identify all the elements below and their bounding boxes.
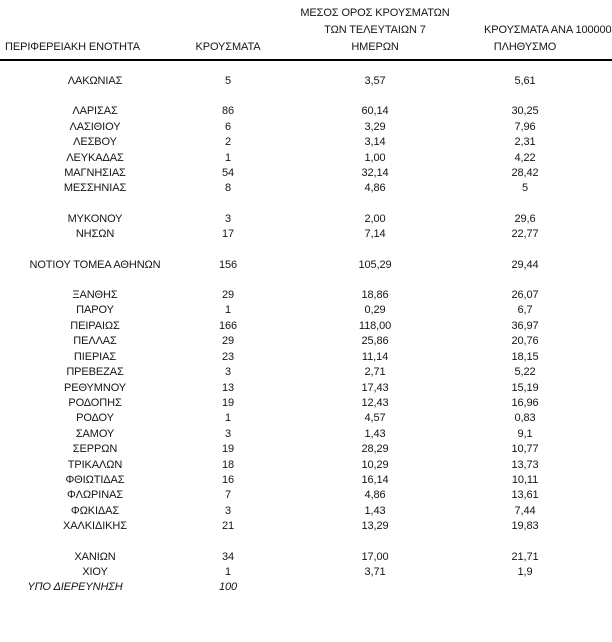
region-cell: ΦΩΚΙΔΑΣ xyxy=(70,504,120,517)
per100k-cell: 6,7 xyxy=(517,304,533,317)
per100k-cell: 0,83 xyxy=(514,412,536,425)
table-row xyxy=(0,212,612,227)
avg7-cell: 105,29 xyxy=(358,258,392,271)
col-header-avg7-line1: ΜΕΣΟΣ ΟΡΟΣ ΚΡΟΥΣΜΑΤΩΝ xyxy=(300,7,450,19)
region-cell: ΜΥΚΟΝΟΥ xyxy=(67,212,123,225)
region-cell: ΦΘΙΩΤΙΔΑΣ xyxy=(65,473,125,486)
avg7-cell: 16,14 xyxy=(361,473,389,486)
table-row xyxy=(0,550,612,565)
cases-cell: 5 xyxy=(224,75,232,87)
region-cell: ΥΠΟ ΔΙΕΡΕΥΝΗΣΗ xyxy=(27,581,123,594)
table-row xyxy=(0,319,612,334)
region-cell: ΜΑΓΝΗΣΙΑΣ xyxy=(64,167,126,180)
per100k-cell: 4,22 xyxy=(514,151,536,164)
table-row xyxy=(0,365,612,380)
per100k-cell: 18,15 xyxy=(511,350,539,363)
spacer-cell xyxy=(0,60,612,74)
table-row xyxy=(0,396,612,411)
avg7-cell: 3,29 xyxy=(364,120,386,133)
spacer-cell xyxy=(0,197,612,212)
table-row xyxy=(0,227,612,242)
avg7-cell: 13,29 xyxy=(361,520,389,533)
per100k-cell: 29,6 xyxy=(514,212,536,225)
per100k-cell xyxy=(484,580,612,595)
spacer-row xyxy=(0,89,612,104)
avg7-cell: 60,14 xyxy=(361,105,389,118)
avg7-cell: 18,86 xyxy=(361,289,389,302)
col-header-per-100000 xyxy=(484,0,612,60)
cases-cell: 54 xyxy=(221,167,235,180)
table-row xyxy=(0,580,612,595)
region-cell: ΛΑΡΙΣΑΣ xyxy=(72,105,118,118)
per100k-cell: 13,73 xyxy=(511,458,539,471)
region-cell: ΛΕΥΚΑΔΑΣ xyxy=(66,151,124,164)
region-cell: ΠΙΕΡΙΑΣ xyxy=(73,350,117,363)
cases-cell: 3 xyxy=(224,366,232,379)
cases-cell: 1 xyxy=(224,565,232,578)
cases-cell: 100 xyxy=(218,581,238,594)
table-row xyxy=(0,303,612,318)
table-row xyxy=(0,565,612,580)
cases-cell: 8 xyxy=(224,182,232,195)
table-row xyxy=(0,411,612,426)
region-cell: ΧΙΟΥ xyxy=(82,565,108,578)
avg7-cell: 1,00 xyxy=(364,151,386,164)
avg7-cell: 118,00 xyxy=(358,319,392,332)
cases-cell: 19 xyxy=(221,396,235,409)
spacer-cell xyxy=(0,273,612,288)
region-cell: ΛΑΣΙΘΙΟΥ xyxy=(69,120,121,133)
region-cell: ΡΕΘΥΜΝΟΥ xyxy=(63,381,127,394)
per100k-cell: 16,96 xyxy=(511,396,539,409)
region-cell: ΧΑΛΚΙΔΙΚΗΣ xyxy=(63,520,127,533)
avg7-cell: 3,71 xyxy=(364,565,386,578)
per100k-cell: 36,97 xyxy=(511,319,539,332)
avg7-cell: 3,14 xyxy=(364,136,386,149)
region-cell: ΝΟΤΙΟΥ ΤΟΜΕΑ ΑΘΗΝΩΝ xyxy=(29,258,161,271)
spacer-cell xyxy=(0,89,612,104)
table-row xyxy=(0,288,612,303)
avg7-cell: 28,29 xyxy=(361,443,389,456)
avg7-cell: 17,43 xyxy=(361,381,389,394)
region-cell: ΧΑΝΙΩΝ xyxy=(74,550,116,563)
avg7-cell xyxy=(266,580,484,595)
avg7-cell: 1,43 xyxy=(364,427,386,440)
avg7-cell: 4,86 xyxy=(364,182,386,195)
avg7-cell: 0,29 xyxy=(364,304,386,317)
avg7-cell: 4,57 xyxy=(364,412,386,425)
per100k-cell: 28,42 xyxy=(511,167,539,180)
region-cell: ΛΕΣΒΟΥ xyxy=(73,136,117,149)
per100k-cell: 15,19 xyxy=(511,381,539,394)
avg7-cell: 3,57 xyxy=(364,75,386,87)
cases-cell: 2 xyxy=(224,136,232,149)
avg7-cell: 2,71 xyxy=(364,366,386,379)
per100k-cell: 10,11 xyxy=(511,473,539,486)
cases-cell: 86 xyxy=(221,105,235,118)
cases-cell: 34 xyxy=(221,550,235,563)
avg7-cell: 32,14 xyxy=(361,167,389,180)
region-cell: ΤΡΙΚΑΛΩΝ xyxy=(67,458,123,471)
per100k-cell: 19,83 xyxy=(511,520,539,533)
region-cell: ΝΗΣΩΝ xyxy=(75,228,115,241)
region-cell: ΣΕΡΡΩΝ xyxy=(72,443,118,456)
col-header-avg7-line3: ΗΜΕΡΩΝ xyxy=(351,41,399,53)
table-row xyxy=(0,427,612,442)
avg7-cell: 2,00 xyxy=(364,212,386,225)
table-row xyxy=(0,74,612,89)
cases-cell: 6 xyxy=(224,120,232,133)
spacer-cell xyxy=(0,243,612,258)
table-row xyxy=(0,442,612,457)
per100k-cell: 5 xyxy=(521,182,529,195)
per100k-cell: 1,9 xyxy=(517,565,533,578)
table-row xyxy=(0,120,612,135)
per100k-cell: 5,61 xyxy=(514,75,536,87)
per100k-cell: 21,71 xyxy=(511,550,539,563)
region-cell: ΠΡΕΒΕΖΑΣ xyxy=(66,366,124,379)
col-header-regional-unit xyxy=(0,0,190,60)
cases-cell: 166 xyxy=(218,319,238,332)
table-row xyxy=(0,258,612,273)
col-header-cases xyxy=(190,0,266,60)
per100k-cell: 20,76 xyxy=(511,335,539,348)
per100k-cell: 5,22 xyxy=(514,366,536,379)
region-cell: ΠΕΙΡΑΙΩΣ xyxy=(70,319,120,332)
avg7-cell: 12,43 xyxy=(361,396,389,409)
cases-cell: 19 xyxy=(221,443,235,456)
per100k-cell: 26,07 xyxy=(511,289,539,302)
col-header-per100k-line1: ΚΡΟΥΣΜΑΤΑ ΑΝΑ 100000 xyxy=(484,24,612,36)
table-row xyxy=(0,504,612,519)
cases-cell: 13 xyxy=(221,381,235,394)
cases-cell: 29 xyxy=(221,335,235,348)
cases-cell: 29 xyxy=(221,289,235,302)
spacer-row xyxy=(0,273,612,288)
cases-cell: 1 xyxy=(224,151,232,164)
cases-cell: 18 xyxy=(221,458,235,471)
spacer-row xyxy=(0,60,612,74)
col-header-avg7-line2: ΤΩΝ ΤΕΛΕΥΤΑΙΩΝ 7 xyxy=(324,24,426,36)
region-cell: ΞΑΝΘΗΣ xyxy=(72,289,118,302)
per100k-cell: 30,25 xyxy=(511,105,539,118)
table-row xyxy=(0,334,612,349)
per100k-cell: 29,44 xyxy=(511,258,539,271)
region-cell: ΡΟΔΟΥ xyxy=(76,412,114,425)
table-row xyxy=(0,381,612,396)
table-row xyxy=(0,519,612,534)
cases-cell: 3 xyxy=(224,427,232,440)
per100k-cell: 7,44 xyxy=(514,504,536,517)
cases-cell: 23 xyxy=(221,350,235,363)
table-header xyxy=(0,0,612,60)
cases-cell: 7 xyxy=(224,489,232,502)
per100k-cell: 13,61 xyxy=(511,489,539,502)
region-cell: ΦΛΩΡΙΝΑΣ xyxy=(66,489,124,502)
col-header-cases-label: ΚΡΟΥΣΜΑΤΑ xyxy=(195,41,261,53)
cases-cell: 1 xyxy=(224,412,232,425)
per100k-cell: 7,96 xyxy=(514,120,536,133)
cases-cell: 3 xyxy=(224,504,232,517)
header-row xyxy=(0,0,612,60)
avg7-cell: 10,29 xyxy=(361,458,389,471)
col-header-avg-7-days xyxy=(266,0,484,60)
spacer-row xyxy=(0,197,612,212)
per100k-cell: 9,1 xyxy=(517,427,533,440)
avg7-cell: 25,86 xyxy=(361,335,389,348)
per100k-cell: 22,77 xyxy=(511,228,539,241)
spacer-row xyxy=(0,535,612,550)
table-body xyxy=(0,60,612,596)
cases-cell: 1 xyxy=(224,304,232,317)
avg7-cell: 7,14 xyxy=(364,228,386,241)
avg7-cell: 1,43 xyxy=(364,504,386,517)
region-cell: ΛΑΚΩΝΙΑΣ xyxy=(67,75,123,87)
table-row xyxy=(0,135,612,150)
avg7-cell: 17,00 xyxy=(361,550,389,563)
cases-cell: 156 xyxy=(218,258,238,271)
table-row xyxy=(0,473,612,488)
cases-cell: 21 xyxy=(221,520,235,533)
cases-cell: 3 xyxy=(224,212,232,225)
table-row xyxy=(0,151,612,166)
region-cell: ΠΕΛΛΑΣ xyxy=(73,335,117,348)
table-row xyxy=(0,458,612,473)
per100k-cell: 2,31 xyxy=(514,136,536,149)
region-cell: ΜΕΣΣΗΝΙΑΣ xyxy=(63,182,127,195)
table-row xyxy=(0,350,612,365)
region-cell: ΡΟΔΟΠΗΣ xyxy=(68,396,122,409)
avg7-cell: 4,86 xyxy=(364,489,386,502)
per100k-cell: 10,77 xyxy=(511,443,539,456)
region-cell: ΣΑΜΟΥ xyxy=(75,427,115,440)
table-row xyxy=(0,104,612,119)
avg7-cell: 11,14 xyxy=(361,350,389,363)
col-header-per100k-line2: ΠΛΗΘΥΣΜΟ xyxy=(493,41,557,53)
table-row xyxy=(0,181,612,196)
region-cell: ΠΑΡΟΥ xyxy=(76,304,114,317)
cases-cell: 16 xyxy=(221,473,235,486)
spacer-row xyxy=(0,243,612,258)
spacer-cell xyxy=(0,535,612,550)
table-row xyxy=(0,488,612,503)
cases-cell: 17 xyxy=(221,228,235,241)
table-row xyxy=(0,166,612,181)
col-header-regional-unit-label: ΠΕΡΙΦΕΡΕΙΑΚΗ ΕΝΟΤΗΤΑ xyxy=(5,41,140,53)
